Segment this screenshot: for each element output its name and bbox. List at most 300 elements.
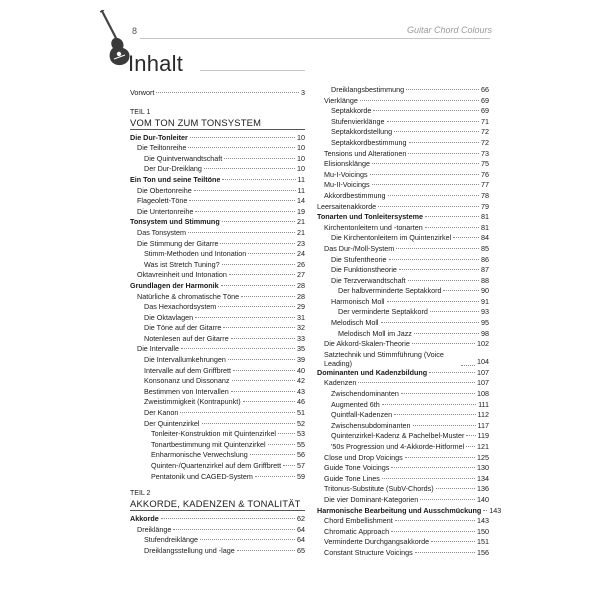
toc-entry-text: Melodisch Moll [331,318,379,328]
toc-leader-dots [221,285,295,286]
toc-entry-page: 64 [297,535,305,545]
toc-entry[interactable] [130,228,305,239]
toc-entry-text: Intervalle auf dem Griffbrett [144,365,231,375]
toc-entry-page: 69 [481,106,489,116]
part-1-title: VOM TON ZUM TONSYSTEM [130,117,305,130]
toc-entry-page: 52 [297,418,305,428]
toc-entry[interactable] [317,127,489,138]
toc-entry-page: 98 [481,328,489,338]
toc-entry-page: 72 [481,127,489,137]
toc-entry-text: Dreiklangsstellung und -lage [144,545,235,555]
toc-leader-dots [405,457,475,458]
toc-entry-text: Zwischensubdominanten [331,420,411,430]
toc-column-right [317,85,502,559]
toc-leader-dots [204,168,295,169]
toc-entry-page: 65 [297,545,305,555]
toc-entry[interactable] [317,527,489,538]
toc-leader-dots [218,306,295,307]
toc-entry[interactable] [317,244,489,255]
toc-entry-text: Tensions und Alterationen [324,148,407,158]
toc-entry-page: 62 [297,514,305,524]
toc-leader-dots [232,380,295,381]
toc-entry-text: Zwischendominanten [331,389,399,399]
toc-entry-page: 72 [481,137,489,147]
toc-leader-dots [394,131,479,132]
toc-entry-page: 102 [477,339,489,349]
toc-entry-text: Mu-II-Voicings [324,180,370,190]
part-2-title: AKKORDE, KADENZEN & TONALITÄT [130,498,305,511]
toc-entry[interactable] [317,191,489,202]
toc-entry[interactable] [317,212,489,223]
toc-entry-page: 95 [481,318,489,328]
toc-entry-text: Die Teiltonreihe [137,143,187,153]
toc-leader-dots [431,541,475,542]
toc-entry[interactable] [317,170,489,181]
toc-entry[interactable] [130,175,305,186]
header-rule [140,38,490,39]
toc-entry[interactable] [130,376,305,387]
toc-entry-page: 21 [297,217,305,227]
toc-leader-dots [195,317,295,318]
toc-entry[interactable] [130,525,305,536]
toc-entry[interactable] [317,255,489,266]
toc-entry[interactable] [130,207,305,218]
toc-leader-dots [358,382,475,383]
toc-entry[interactable] [317,505,502,517]
toc-entry[interactable] [130,186,305,197]
toc-leader-dots [425,216,479,217]
toc-entry[interactable] [317,537,489,548]
toc-entry-page: 29 [297,302,305,312]
toc-entry[interactable] [130,302,305,313]
toc-entry[interactable] [317,389,489,400]
toc-entry-page: 69 [481,95,489,105]
toc-leader-dots [396,248,479,249]
toc-entry-text: Constant Structure Voicings [324,547,413,557]
toc-entry-text: Close und Drop Voicings [324,452,403,462]
toc-entry-text: Akkordbestimmung [324,190,386,200]
toc-leader-dots [231,338,295,339]
toc-entry-text: Septakkordstellung [331,127,393,137]
toc-entry-text: Elisionsklänge [324,159,370,169]
toc-entry[interactable] [317,421,489,432]
toc-entry[interactable] [130,344,305,355]
toc-entry-page: 28 [297,291,305,301]
toc-entry-text: Die Töne auf der Gitarre [144,323,222,333]
toc-entry-page: 59 [297,471,305,481]
toc-entry-text: Grundlagen der Harmonik [130,280,219,290]
toc-entry-text: Septakkorde [331,106,372,116]
toc-entry[interactable] [130,313,305,324]
toc-entry[interactable] [130,239,305,250]
toc-entry[interactable] [317,378,489,389]
toc-entry-text: Chromatic Approach [324,526,390,536]
toc-entry-page: 39 [297,355,305,365]
toc-entry-text: Konsonanz und Dissonanz [144,376,230,386]
toc-leader-dots [436,488,475,489]
toc-leader-dots [382,404,476,405]
toc-entry[interactable] [317,474,489,485]
toc-entry-page: 140 [477,494,489,504]
toc-entry-page: 28 [297,280,305,290]
toc-entry-text: Kadenzen [324,378,357,388]
toc-entry[interactable] [130,397,305,408]
toc-entry-text: Bestimmen von Intervallen [144,386,229,396]
toc-leader-dots [243,401,295,402]
toc-entry-text: Verminderte Durchgangsakkorde [324,537,430,547]
toc-leader-dots [233,370,295,371]
toc-leader-dots [372,184,479,185]
toc-entry[interactable] [130,440,305,451]
toc-entry[interactable] [317,410,489,421]
toc-entry-text: Die Funktionstheorie [331,265,397,275]
toc-entry-page: 46 [297,397,305,407]
toc-entry-page: 51 [297,408,305,418]
toc-entry[interactable] [130,281,305,292]
toc-entry-text: Die vier Dominant-Kategorien [324,494,419,504]
toc-leader-dots [466,435,475,436]
toc-entry[interactable] [130,461,305,472]
toc-entry[interactable] [130,546,305,557]
toc-entry-text: Die Intervallumkehrungen [144,355,226,365]
toc-leader-dots [408,280,479,281]
toc-entry[interactable] [317,106,489,117]
right-entries [317,85,502,559]
toc-entry-text: Der Dur-Dreiklang [144,164,202,174]
toc-entry[interactable] [317,233,489,244]
toc-entry-text: Quintenzirkel-Kadenz & Pachelbel-Muster [331,431,465,441]
toc-entry[interactable] [130,387,305,398]
toc-entry-page: 136 [477,484,489,494]
toc-leader-dots [429,372,475,373]
toc-leader-dots [200,539,295,540]
toc-entry-page: 27 [297,270,305,280]
toc-leader-dots [161,518,295,519]
toc-entry[interactable] [317,286,489,297]
toc-entry-page: 10 [297,164,305,174]
toc-entry-text: Zweistimmigkeit (Kontrapunkt) [144,397,241,407]
toc-entry-page: 143 [477,516,489,526]
toc-column-left [130,88,305,557]
toc-leader-dots [391,531,475,532]
toc-entry[interactable] [317,400,489,411]
toc-leader-dots [156,92,299,93]
toc-entry-text: Stimm-Methoden und Intonation [144,249,247,259]
toc-leader-dots [382,478,475,479]
toc-entry-text: Die Quintverwandtschaft [144,153,223,163]
toc-leader-dots [381,322,479,323]
toc-entry-text: Guide Tone Lines [324,473,380,483]
toc-leader-dots [412,343,475,344]
toc-leader-dots [222,264,295,265]
toc-leader-dots [391,467,475,468]
toc-entry-page: 85 [481,243,489,253]
toc-entry-page: 14 [297,196,305,206]
toc-entry-text: Die Obertonreihe [137,185,192,195]
toc-leader-dots [188,232,295,233]
toc-entry-page: 75 [481,159,489,169]
toc-entry-page: 107 [477,367,489,377]
toc-leader-dots [415,552,475,553]
toc-entry-text: Harmonische Bearbeitung und Ausschmückung [317,505,482,515]
toc-entry-text: Die Oktavlagen [144,312,194,322]
toc-entry-page: 78 [481,190,489,200]
toc-entry[interactable] [130,334,305,345]
toc-entry-page: 81 [481,212,489,222]
part-2-entries [130,514,305,556]
toc-entry[interactable] [317,442,489,453]
toc-entry-page: 53 [297,429,305,439]
toc-entry[interactable] [317,484,489,495]
toc-leader-dots [387,301,479,302]
toc-entry[interactable] [317,297,489,308]
toc-leader-dots [255,476,295,477]
toc-leader-dots [370,174,479,175]
toc-entry-page: 134 [477,473,489,483]
toc-entry-text: Der verminderte Septakkord [338,307,428,317]
toc-entry[interactable] [130,472,305,483]
toc-entry-page: 26 [297,259,305,269]
toc-entry[interactable] [317,350,489,368]
toc-entry[interactable] [130,429,305,440]
toc-entry[interactable] [130,164,305,175]
toc-leader-dots [231,391,295,392]
title-rule [200,70,305,71]
toc-leader-dots [360,100,479,101]
toc-entry-page: 57 [297,461,305,470]
toc-entry[interactable] [317,202,489,213]
toc-entry[interactable] [130,323,305,334]
toc-entry-page: 86 [481,254,489,264]
part-1-entries [130,133,305,483]
toc-entry-text: Mu-I-Voicings [324,169,368,179]
toc-leader-dots [394,414,475,415]
toc-entry[interactable] [317,548,489,559]
toc-entry[interactable] [317,368,489,379]
toc-entry[interactable] [317,223,489,234]
toc-entry-text: Dreiklänge [137,524,172,534]
toc-entry-text: Die Akkord-Skalen-Theorie [324,339,410,349]
toc-entry-text: Was ist Stretch Tuning? [144,259,220,269]
toc-entry[interactable] [317,149,489,160]
toc-leader-dots [194,190,296,191]
toc-entry[interactable] [130,154,305,165]
toc-entry[interactable] [130,450,305,461]
toc-entry[interactable] [130,292,305,303]
toc-entry-page: 64 [297,524,305,534]
toc-entry-text: Enharmonische Verwechslung [151,450,248,460]
toc-entry[interactable] [317,117,489,128]
toc-entry-vorwort[interactable] [130,88,305,99]
toc-leader-dots [229,274,295,275]
toc-entry[interactable] [317,318,489,329]
toc-entry-text: Quinten-/Quartenzirkel auf dem Griffbrett [151,461,282,470]
toc-leader-dots [408,153,479,154]
toc-leader-dots [241,296,295,297]
toc-entry-page: 42 [297,376,305,386]
toc-entry-page: 11 [297,185,305,195]
toc-leader-dots [414,333,479,334]
toc-leader-dots [195,211,295,212]
toc-entry-page: 121 [477,442,489,451]
toc-entry-text: Harmonisch Moll [331,296,385,306]
toc-leader-dots [461,365,475,366]
toc-entry-page: 150 [477,526,489,536]
toc-entry-page: 73 [481,148,489,158]
toc-leader-dots [237,550,295,551]
toc-leader-dots [425,227,479,228]
toc-entry-page: 3 [301,88,305,97]
toc-entry-page: 143 [489,505,502,515]
toc-entry-page: 93 [481,307,489,317]
toc-entry-page: 117 [477,420,489,430]
toc-entry-page: 76 [481,169,489,179]
toc-entry-text: Melodisch Moll im Jazz [338,328,412,338]
toc-leader-dots [250,454,295,455]
toc-entry-text: Stufendreiklänge [144,535,198,545]
toc-entry[interactable] [130,143,305,154]
toc-entry-text: Chord Embellishment [324,516,393,526]
toc-entry[interactable] [317,463,489,474]
toc-leader-dots [222,179,295,180]
toc-leader-dots [278,433,295,434]
toc-entry-page: 112 [477,410,489,420]
toc-entry-page: 88 [481,275,489,285]
toc-entry[interactable] [130,419,305,430]
toc-entry-page: 23 [297,238,305,248]
toc-leader-dots [378,206,479,207]
toc-entry-text: Pentatonik und CAGED-System [151,471,253,481]
toc-entry-page: 84 [481,233,489,243]
toc-entry[interactable] [317,159,489,170]
toc-entry-text: Septakkordbestimmung [331,137,407,147]
toc-entry[interactable] [130,249,305,260]
toc-entry[interactable] [317,339,489,350]
toc-entry-text: Vierklänge [324,95,358,105]
toc-entry[interactable] [130,270,305,281]
toc-entry-text: Das Dur-/Moll-System [324,243,395,253]
toc-entry-page: 90 [481,286,489,296]
toc-entry[interactable] [130,514,305,525]
toc-entry[interactable] [317,265,489,276]
toc-entry-text: Die Terzverwandtschaft [331,275,406,285]
toc-leader-dots [268,444,295,445]
toc-entry-page: 10 [297,153,305,163]
toc-entry-text: Dreiklangsbestimmung [331,85,405,94]
toc-entry-page: 81 [481,222,489,232]
toc-entry-page: 31 [297,312,305,322]
toc-leader-dots [190,137,295,138]
toc-entry[interactable] [317,329,489,340]
toc-entry-text: Die Dur-Tonleiter [130,132,188,142]
page-title: Inhalt [128,51,184,76]
toc-entry-page: 125 [477,452,489,462]
toc-leader-dots [189,200,295,201]
toc-entry[interactable] [130,196,305,207]
toc-entry[interactable] [130,133,305,144]
toc-entry-page: 130 [477,463,489,473]
toc-entry-text: Tonsystem und Stimmung [130,217,220,227]
toc-entry-text: Guide Tone Voicings [324,463,390,473]
toc-leader-dots [224,158,295,159]
toc-entry-text: Leersaitenakkorde [317,201,377,211]
toc-entry-text: Akkorde [130,514,159,524]
toc-entry-text: Tonleiter-Konstruktion mit Quintenzirkel [151,429,277,439]
guitar-icon [98,10,132,68]
toc-entry-page: 79 [481,201,489,211]
toc-entry-text: Die Kirchentonleitern im Quintenzirkel [331,233,452,243]
toc-leader-dots [373,110,479,111]
toc-leader-dots [401,393,475,394]
toc-entry-page: 77 [481,180,489,190]
toc-entry-text: Die Stimmung der Gitarre [137,238,219,248]
toc-leader-dots [222,221,295,222]
toc-entry-text: Tonartbestimmung mit Quintenzirkel [151,439,266,449]
toc-entry-page: 151 [477,537,489,547]
toc-entry[interactable] [317,495,489,506]
toc-entry[interactable] [317,85,489,96]
toc-entry-text: Flageolett-Töne [137,196,188,206]
toc-leader-dots [283,465,295,466]
toc-entry[interactable] [130,217,305,228]
toc-leader-dots [388,195,479,196]
toc-entry-page: 24 [297,249,305,259]
toc-entry[interactable] [130,260,305,271]
toc-leader-dots [248,253,295,254]
toc-leader-dots [483,510,487,511]
toc-entry-page: 71 [481,116,489,126]
toc-leader-dots [409,142,479,143]
toc-entry-text: Augmented 6th [331,399,380,409]
toc-entry[interactable] [130,355,305,366]
toc-entry-page: 19 [297,206,305,216]
toc-entry-text: Die Stufentheorie [331,254,387,264]
toc-leader-dots [181,348,295,349]
toc-entry-page: 32 [297,323,305,333]
toc-entry[interactable] [130,408,305,419]
toc-entry-text: Die Intervalle [137,344,179,354]
toc-entry[interactable] [317,431,489,442]
toc-entry[interactable] [317,180,489,191]
toc-entry-text: Ein Ton und seine Teiltöne [130,174,221,184]
toc-entry-text: Oktavreinheit und Intonation [137,270,227,280]
toc-leader-dots [173,529,295,530]
toc-entry-text: Tonarten und Tonleitersysteme [317,212,423,222]
toc-entry[interactable] [130,366,305,377]
toc-entry-page: 21 [297,227,305,237]
toc-entry[interactable] [317,96,489,107]
toc-entry[interactable] [317,453,489,464]
toc-entry[interactable] [317,138,489,149]
toc-entry-text: Dominanten und Kadenzbildung [317,367,428,377]
toc-entry-text: Die Untertonreihe [137,206,194,216]
toc-entry[interactable] [317,516,489,527]
toc-entry-page: 87 [481,265,489,275]
toc-entry-page: 119 [477,431,489,441]
toc-entry[interactable] [317,307,489,318]
toc-leader-dots [372,163,479,164]
toc-entry-page: 91 [481,296,489,306]
part-1-label: TEIL 1 [130,108,151,116]
toc-entry-text: Natürliche & chromatische Töne [137,291,240,301]
toc-entry-page: 107 [477,378,489,388]
page-number: 8 [132,26,138,36]
toc-entry-text: Der Kanon [144,408,179,418]
toc-entry-text: Das Tonsystem [137,227,186,237]
toc-entry-text: Der Quintenzirkel [144,418,200,428]
toc-entry[interactable] [130,535,305,546]
toc-entry[interactable] [317,276,489,287]
